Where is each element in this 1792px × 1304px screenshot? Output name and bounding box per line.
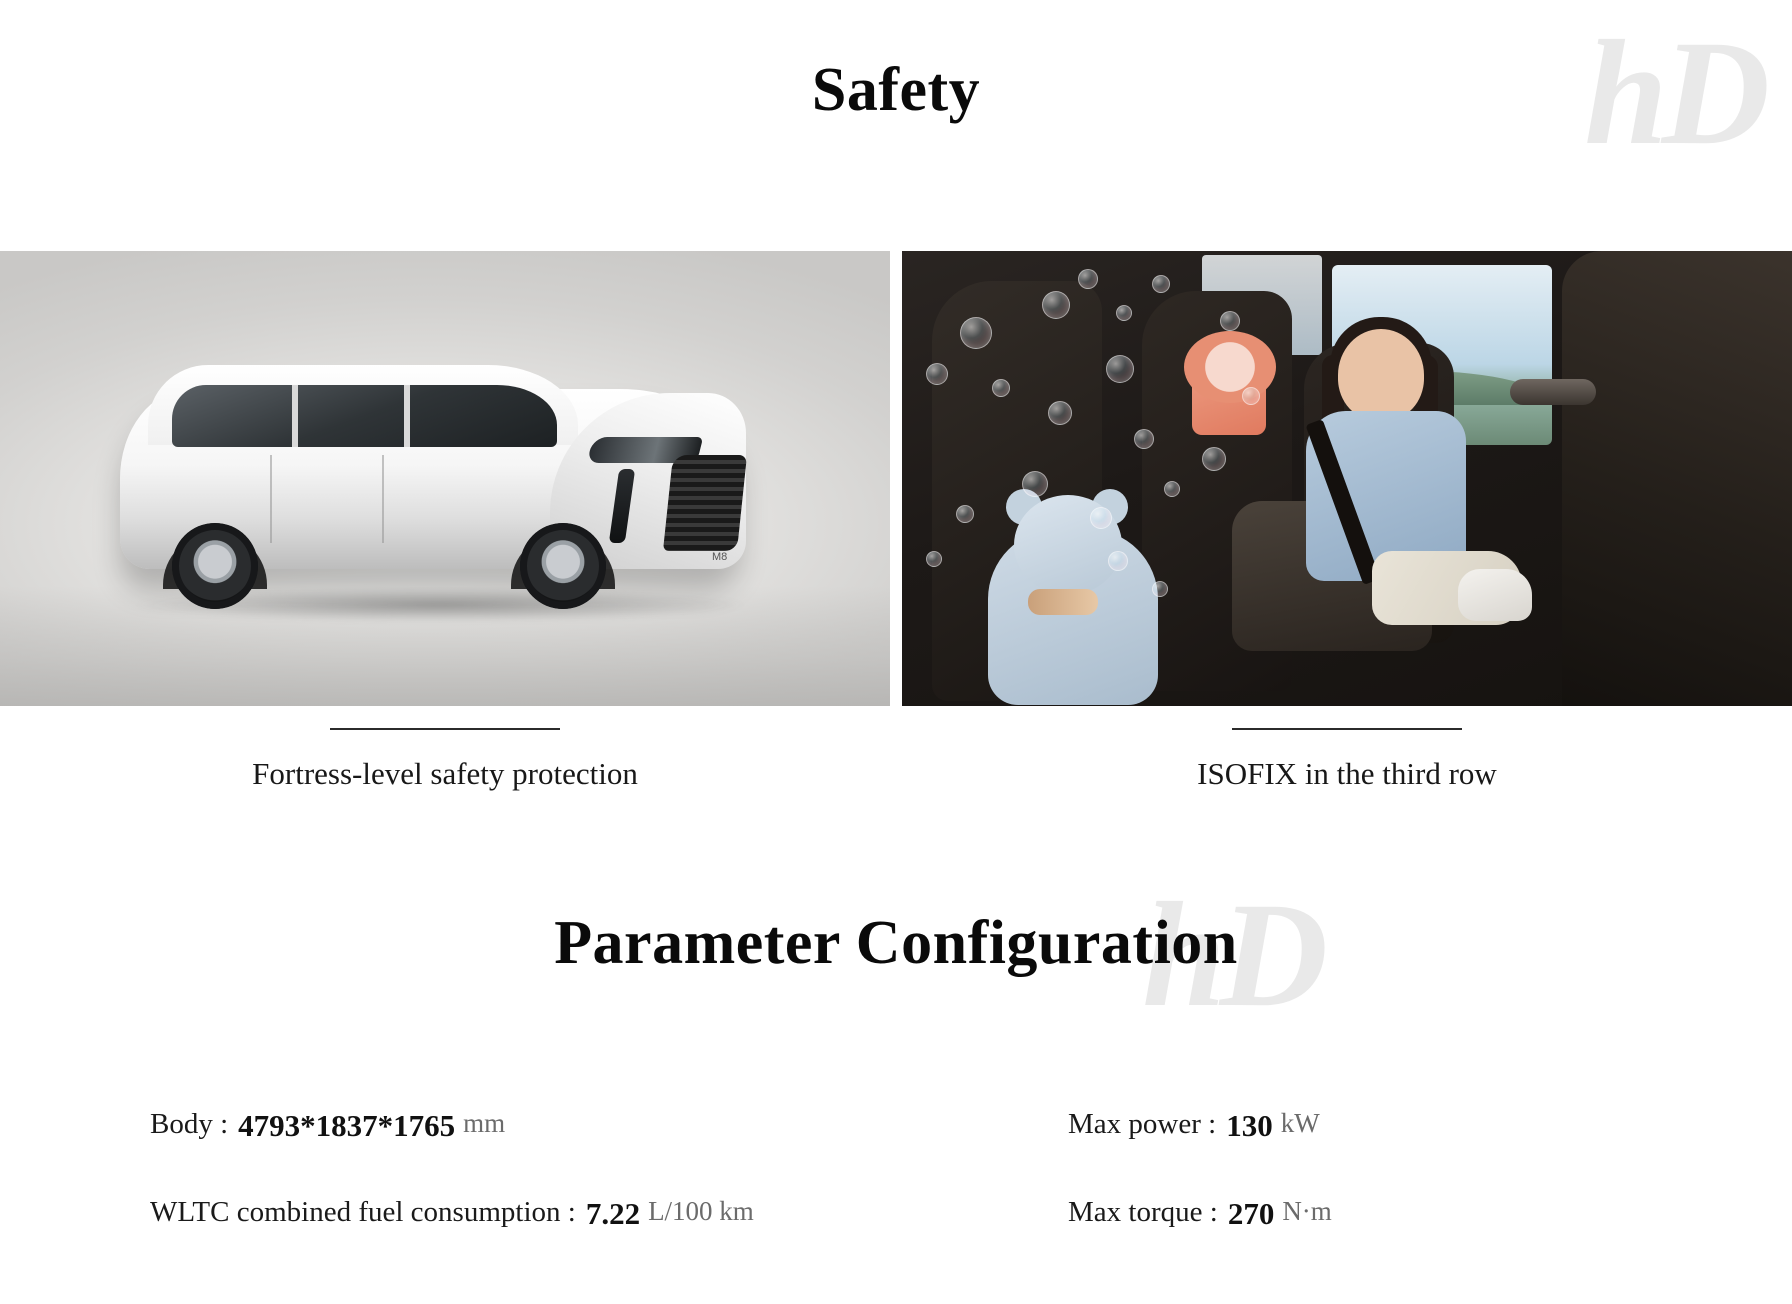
bubble xyxy=(1220,311,1240,331)
caption-exterior-text: Fortress-level safety protection xyxy=(252,756,638,791)
bubble xyxy=(926,363,948,385)
bubble xyxy=(1090,507,1112,529)
parameter-unit: kW xyxy=(1280,1108,1320,1138)
parameter-row-body xyxy=(150,1108,754,1196)
car-pillar xyxy=(404,385,410,447)
bubble xyxy=(1106,355,1134,383)
door-seam xyxy=(270,455,272,543)
parameter-value: 130 xyxy=(1226,1108,1273,1143)
vehicle-illustration xyxy=(120,359,760,609)
bubble xyxy=(1048,401,1072,425)
wheel-front xyxy=(520,523,606,609)
parameter-section-title: Parameter Configuration xyxy=(554,909,1238,977)
brand-watermark-top: hD xyxy=(1584,10,1764,176)
wheel-rear xyxy=(172,523,258,609)
caption-divider xyxy=(330,728,560,730)
parameter-column-left xyxy=(150,1108,754,1284)
bubble xyxy=(1042,291,1070,319)
child-head xyxy=(1338,329,1424,421)
parameter-row-torque xyxy=(1068,1196,1332,1284)
teddy-bear-bow xyxy=(1028,589,1098,615)
door-panel-right xyxy=(1562,251,1792,706)
card-isofix-interior xyxy=(902,251,1792,706)
model-badge: M8 xyxy=(712,551,728,563)
caption-isofix-text: ISOFIX in the third row xyxy=(1197,756,1497,791)
parameter-list xyxy=(0,1108,1792,1278)
interior-photo xyxy=(902,251,1792,706)
door-seam xyxy=(382,455,384,543)
bubble xyxy=(1116,305,1132,321)
parameter-unit: N·m xyxy=(1282,1196,1332,1226)
safety-section-title: Safety xyxy=(811,56,981,124)
bubble xyxy=(926,551,942,567)
bubble xyxy=(1202,447,1226,471)
brand-watermark-middle: hD xyxy=(1142,872,1322,1038)
car-glass xyxy=(172,385,557,447)
bubble xyxy=(1152,275,1170,293)
bubble xyxy=(960,317,992,349)
parameter-label: Max torque : xyxy=(1068,1196,1218,1228)
parameter-value: 7.22 xyxy=(585,1196,641,1231)
exterior-photo xyxy=(0,251,890,706)
bubble-toy-head xyxy=(1184,331,1276,403)
parameter-column-right xyxy=(1068,1108,1332,1284)
parameter-label: Max power : xyxy=(1068,1108,1217,1140)
bubble xyxy=(992,379,1010,397)
bubble xyxy=(1152,581,1168,597)
car-pillar xyxy=(292,385,298,447)
parameter-value: 270 xyxy=(1227,1196,1275,1231)
caption-isofix xyxy=(902,728,1792,792)
parameter-label: Body : xyxy=(150,1108,229,1140)
bubble xyxy=(1022,471,1048,497)
door-handle xyxy=(1510,379,1596,405)
card-exterior-safety xyxy=(0,251,890,706)
car-grille xyxy=(663,455,747,551)
caption-divider xyxy=(1232,728,1462,730)
bubble xyxy=(1108,551,1128,571)
parameter-label: WLTC combined fuel consumption : xyxy=(150,1196,576,1228)
bubble xyxy=(1164,481,1180,497)
parameter-row-fuel xyxy=(150,1196,754,1284)
bubble xyxy=(1078,269,1098,289)
bubble xyxy=(1242,387,1260,405)
parameter-unit: L/100 km xyxy=(648,1196,754,1226)
parameter-row-power xyxy=(1068,1108,1332,1196)
child-shoe xyxy=(1458,569,1532,621)
image-card-row xyxy=(0,251,1792,706)
caption-exterior xyxy=(0,728,890,792)
parameter-value: 4793*1837*1765 xyxy=(238,1108,456,1143)
bubble xyxy=(1134,429,1154,449)
parameter-unit: mm xyxy=(463,1108,506,1138)
bubble xyxy=(956,505,974,523)
